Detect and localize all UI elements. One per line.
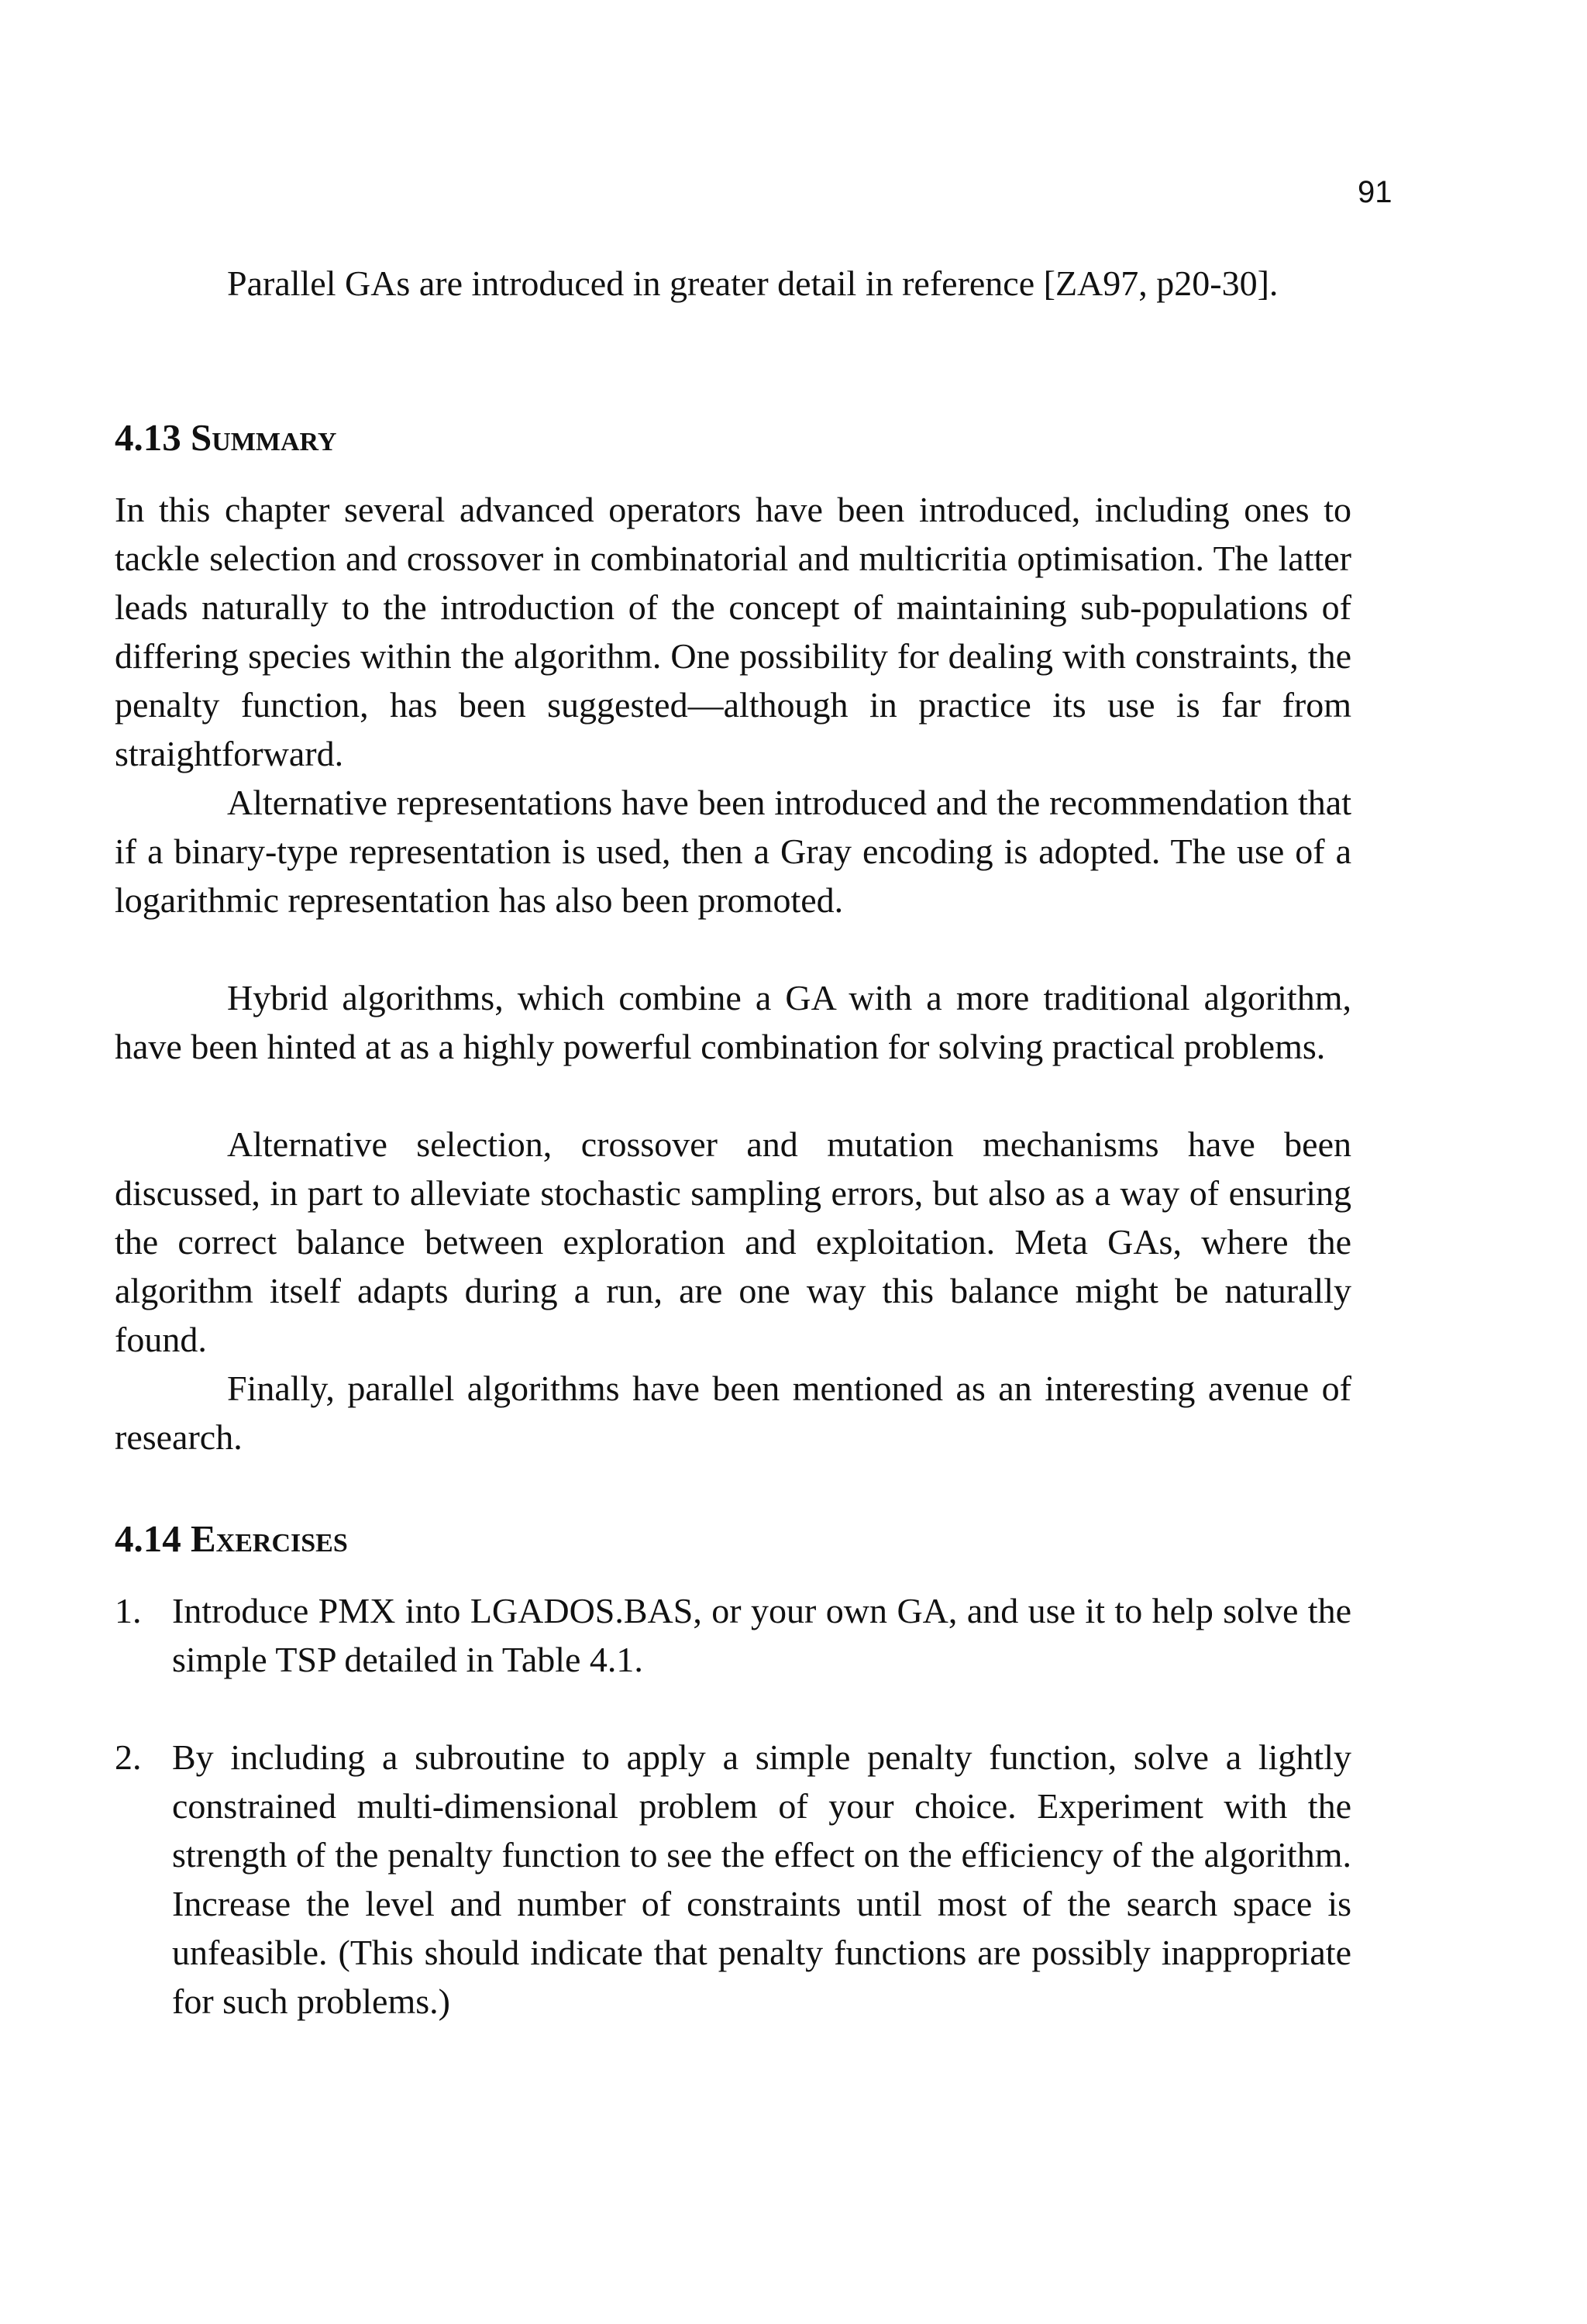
exercise-text: By including a subroutine to apply a simple penalty function, solve a lightly constrained multi-dimensional problem of your choice. Experiment with the strength of the penalty function to see the effect on the efficiency of the algorithm. Increase the level and number of constraints until most of the search space is unfeasible. (This should indicate that penalty functions are possibly inappropriate for such problems.)	[172, 1737, 1351, 2021]
page-number: 91	[1358, 175, 1392, 209]
continuation-paragraph: Parallel GAs are introduced in greater detail in reference [ZA97, p20-30].	[227, 263, 1279, 303]
exercise-number: 2.	[115, 1737, 142, 1777]
summary-paragraph: Hybrid algorithms, which combine a GA with a more traditional algorithm, have been hinted at as a highly powerful combination for solving practical problems.	[115, 978, 1351, 1066]
summary-paragraph: In this chapter several advanced operators have been introduced, including ones to tackle selection and crossover in combinatorial and multicritia optimisation. The latter leads naturally to the introduction of the concept of maintaining sub-populations of differing species within the algorithm. One possibility for dealing with constraints, the penalty function, has been suggested—although in practice its use is far from straightforward.	[115, 490, 1351, 773]
summary-paragraph: Finally, parallel algorithms have been mentioned as an interesting avenue of research.	[115, 1369, 1351, 1457]
exercise-text: Introduce PMX into LGADOS.BAS, or your own GA, and use it to help solve the simple TSP detailed in Table 4.1.	[172, 1591, 1351, 1679]
exercise-number: 1.	[115, 1591, 142, 1630]
summary-paragraph: Alternative representations have been introduced and the recommendation that if a binary-type representation is used, then a Gray encoding is adopted. The use of a logarithmic representation has also been promoted.	[115, 783, 1351, 920]
summary-heading: 4.13 Summary	[115, 416, 337, 459]
summary-paragraph: Alternative selection, crossover and mutation mechanisms have been discussed, in part to alleviate stochastic sampling errors, but also as a way of ensuring the correct balance between exploration and exploitation. Meta GAs, where the algorithm itself adapts during a run, are one way this balance might be naturally found.	[115, 1124, 1351, 1359]
exercises-heading: 4.14 Exercises	[115, 1517, 348, 1560]
